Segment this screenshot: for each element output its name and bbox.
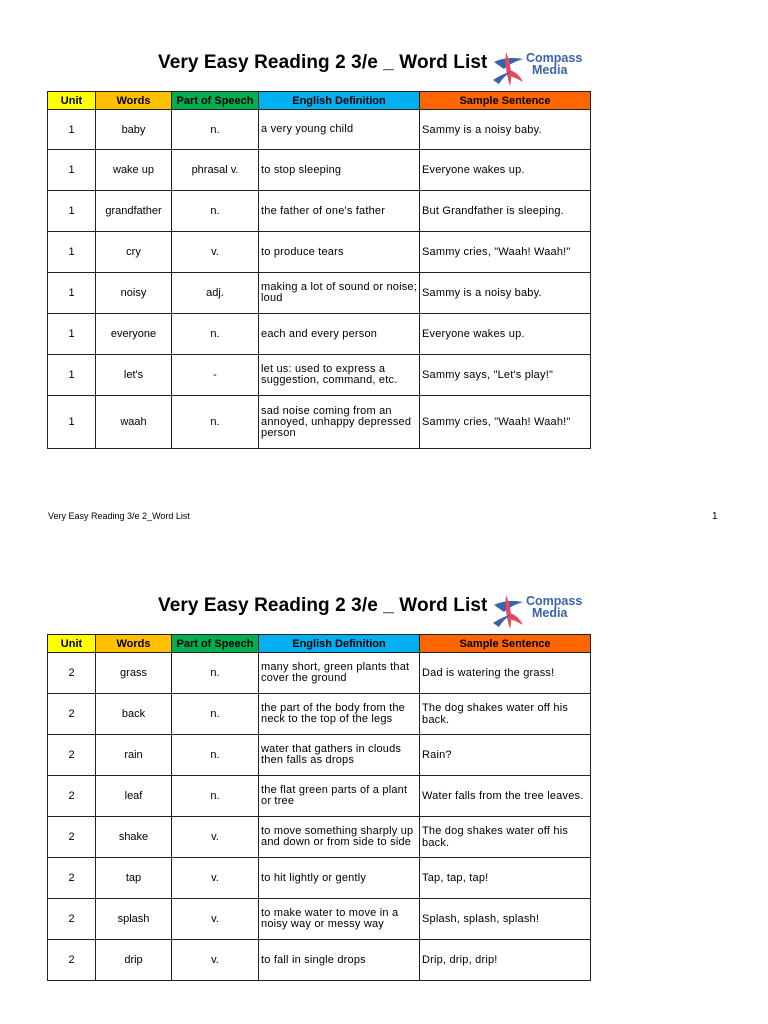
header-sample-sentence: Sample Sentence xyxy=(420,92,591,110)
cell-definition: let us: used to express a suggestion, command, etc. xyxy=(259,355,420,396)
cell-unit: 2 xyxy=(48,899,96,940)
cell-word: splash xyxy=(96,899,172,940)
header-words: Words xyxy=(96,92,172,110)
table-row xyxy=(48,150,591,191)
cell-definition: to make water to move in a noisy way or messy way xyxy=(259,899,420,940)
cell-definition: each and every person xyxy=(259,314,420,355)
cell-unit: 2 xyxy=(48,858,96,899)
table-row xyxy=(48,110,591,150)
cell-word: leaf xyxy=(96,776,172,817)
cell-word: wake up xyxy=(96,150,172,191)
cell-part-of-speech: v. xyxy=(172,817,259,858)
table-row xyxy=(48,191,591,232)
table-row xyxy=(48,899,591,940)
compass-logo-icon xyxy=(490,50,526,90)
cell-definition: the father of one's father xyxy=(259,191,420,232)
compass-media-logo xyxy=(490,50,582,90)
cell-definition: the flat green parts of a plant or tree xyxy=(259,776,420,817)
cell-part-of-speech: n. xyxy=(172,396,259,449)
cell-part-of-speech: - xyxy=(172,355,259,396)
cell-part-of-speech: phrasal v. xyxy=(172,150,259,191)
word-list-table xyxy=(47,634,591,981)
cell-unit: 2 xyxy=(48,817,96,858)
logo-line-1: Compass xyxy=(526,51,583,65)
header-english-definition: English Definition xyxy=(259,635,420,653)
header-sample-sentence: Sample Sentence xyxy=(420,635,591,653)
logo-text xyxy=(526,52,582,76)
cell-definition: making a lot of sound or noise; loud xyxy=(259,273,420,314)
page-title: Very Easy Reading 2 3/e _ Word List xyxy=(158,595,488,616)
table-row xyxy=(48,776,591,817)
table-row xyxy=(48,653,591,694)
cell-word: drip xyxy=(96,940,172,981)
footer-doc-name: Very Easy Reading 3/e 2_Word List xyxy=(48,511,190,521)
header-unit: Unit xyxy=(48,635,96,653)
table-row xyxy=(48,817,591,858)
cell-word: grandfather xyxy=(96,191,172,232)
cell-unit: 1 xyxy=(48,191,96,232)
cell-definition: to fall in single drops xyxy=(259,940,420,981)
cell-unit: 1 xyxy=(48,396,96,449)
cell-unit: 2 xyxy=(48,776,96,817)
cell-word: noisy xyxy=(96,273,172,314)
table-row xyxy=(48,355,591,396)
cell-part-of-speech: v. xyxy=(172,232,259,273)
cell-sample-sentence: The dog shakes water off his back. xyxy=(420,817,591,858)
cell-sample-sentence: Everyone wakes up. xyxy=(420,150,591,191)
cell-sample-sentence: Sammy is a noisy baby. xyxy=(420,110,591,150)
table-row xyxy=(48,396,591,449)
cell-sample-sentence: Sammy cries, "Waah! Waah!" xyxy=(420,232,591,273)
page-title: Very Easy Reading 2 3/e _ Word List xyxy=(158,52,488,73)
cell-sample-sentence: But Grandfather is sleeping. xyxy=(420,191,591,232)
cell-unit: 2 xyxy=(48,694,96,735)
cell-unit: 1 xyxy=(48,273,96,314)
cell-definition: to stop sleeping xyxy=(259,150,420,191)
cell-unit: 2 xyxy=(48,940,96,981)
cell-unit: 1 xyxy=(48,150,96,191)
table-header-row xyxy=(48,92,591,110)
cell-definition: to hit lightly or gently xyxy=(259,858,420,899)
cell-part-of-speech: adj. xyxy=(172,273,259,314)
cell-part-of-speech: v. xyxy=(172,899,259,940)
cell-part-of-speech: n. xyxy=(172,776,259,817)
cell-word: baby xyxy=(96,110,172,150)
header-words: Words xyxy=(96,635,172,653)
cell-unit: 1 xyxy=(48,355,96,396)
cell-unit: 1 xyxy=(48,232,96,273)
cell-word: shake xyxy=(96,817,172,858)
cell-word: rain xyxy=(96,735,172,776)
word-list-table xyxy=(47,91,591,449)
cell-unit: 1 xyxy=(48,314,96,355)
logo-line-1: Compass xyxy=(526,594,583,608)
cell-definition: the part of the body from the neck to the top of the legs xyxy=(259,694,420,735)
table-row xyxy=(48,273,591,314)
cell-word: let's xyxy=(96,355,172,396)
compass-logo-icon xyxy=(490,593,526,633)
table-row xyxy=(48,858,591,899)
cell-sample-sentence: Water falls from the tree leaves. xyxy=(420,776,591,817)
cell-definition: to move something sharply up and down or from side to side xyxy=(259,817,420,858)
cell-definition: a very young child xyxy=(259,110,420,150)
cell-part-of-speech: n. xyxy=(172,110,259,150)
cell-word: grass xyxy=(96,653,172,694)
cell-sample-sentence: The dog shakes water off his back. xyxy=(420,694,591,735)
cell-definition: sad noise coming from an annoyed, unhappy depressed person xyxy=(259,396,420,449)
cell-sample-sentence: Splash, splash, splash! xyxy=(420,899,591,940)
cell-sample-sentence: Drip, drip, drip! xyxy=(420,940,591,981)
cell-part-of-speech: v. xyxy=(172,858,259,899)
cell-sample-sentence: Sammy says, "Let's play!" xyxy=(420,355,591,396)
cell-unit: 2 xyxy=(48,653,96,694)
cell-sample-sentence: Everyone wakes up. xyxy=(420,314,591,355)
cell-part-of-speech: n. xyxy=(172,735,259,776)
table-row xyxy=(48,314,591,355)
cell-sample-sentence: Sammy cries, "Waah! Waah!" xyxy=(420,396,591,449)
cell-word: back xyxy=(96,694,172,735)
cell-definition: many short, green plants that cover the ground xyxy=(259,653,420,694)
table-row xyxy=(48,940,591,981)
cell-word: everyone xyxy=(96,314,172,355)
header-part-of-speech: Part of Speech xyxy=(172,92,259,110)
table-row xyxy=(48,735,591,776)
cell-part-of-speech: n. xyxy=(172,653,259,694)
logo-line-2: Media xyxy=(532,606,568,620)
cell-part-of-speech: v. xyxy=(172,940,259,981)
cell-unit: 2 xyxy=(48,735,96,776)
cell-word: cry xyxy=(96,232,172,273)
cell-sample-sentence: Rain? xyxy=(420,735,591,776)
cell-word: waah xyxy=(96,396,172,449)
header-unit: Unit xyxy=(48,92,96,110)
cell-word: tap xyxy=(96,858,172,899)
table-row xyxy=(48,694,591,735)
footer-page-number: 1 xyxy=(712,511,718,522)
table-header-row xyxy=(48,635,591,653)
cell-sample-sentence: Tap, tap, tap! xyxy=(420,858,591,899)
table-row xyxy=(48,232,591,273)
cell-unit: 1 xyxy=(48,110,96,150)
cell-part-of-speech: n. xyxy=(172,314,259,355)
header-part-of-speech: Part of Speech xyxy=(172,635,259,653)
cell-sample-sentence: Dad is watering the grass! xyxy=(420,653,591,694)
cell-definition: to produce tears xyxy=(259,232,420,273)
logo-text xyxy=(526,595,582,619)
cell-definition: water that gathers in clouds then falls as drops xyxy=(259,735,420,776)
logo-line-2: Media xyxy=(532,63,568,77)
cell-part-of-speech: n. xyxy=(172,191,259,232)
compass-media-logo xyxy=(490,593,582,633)
cell-part-of-speech: n. xyxy=(172,694,259,735)
header-english-definition: English Definition xyxy=(259,92,420,110)
cell-sample-sentence: Sammy is a noisy baby. xyxy=(420,273,591,314)
